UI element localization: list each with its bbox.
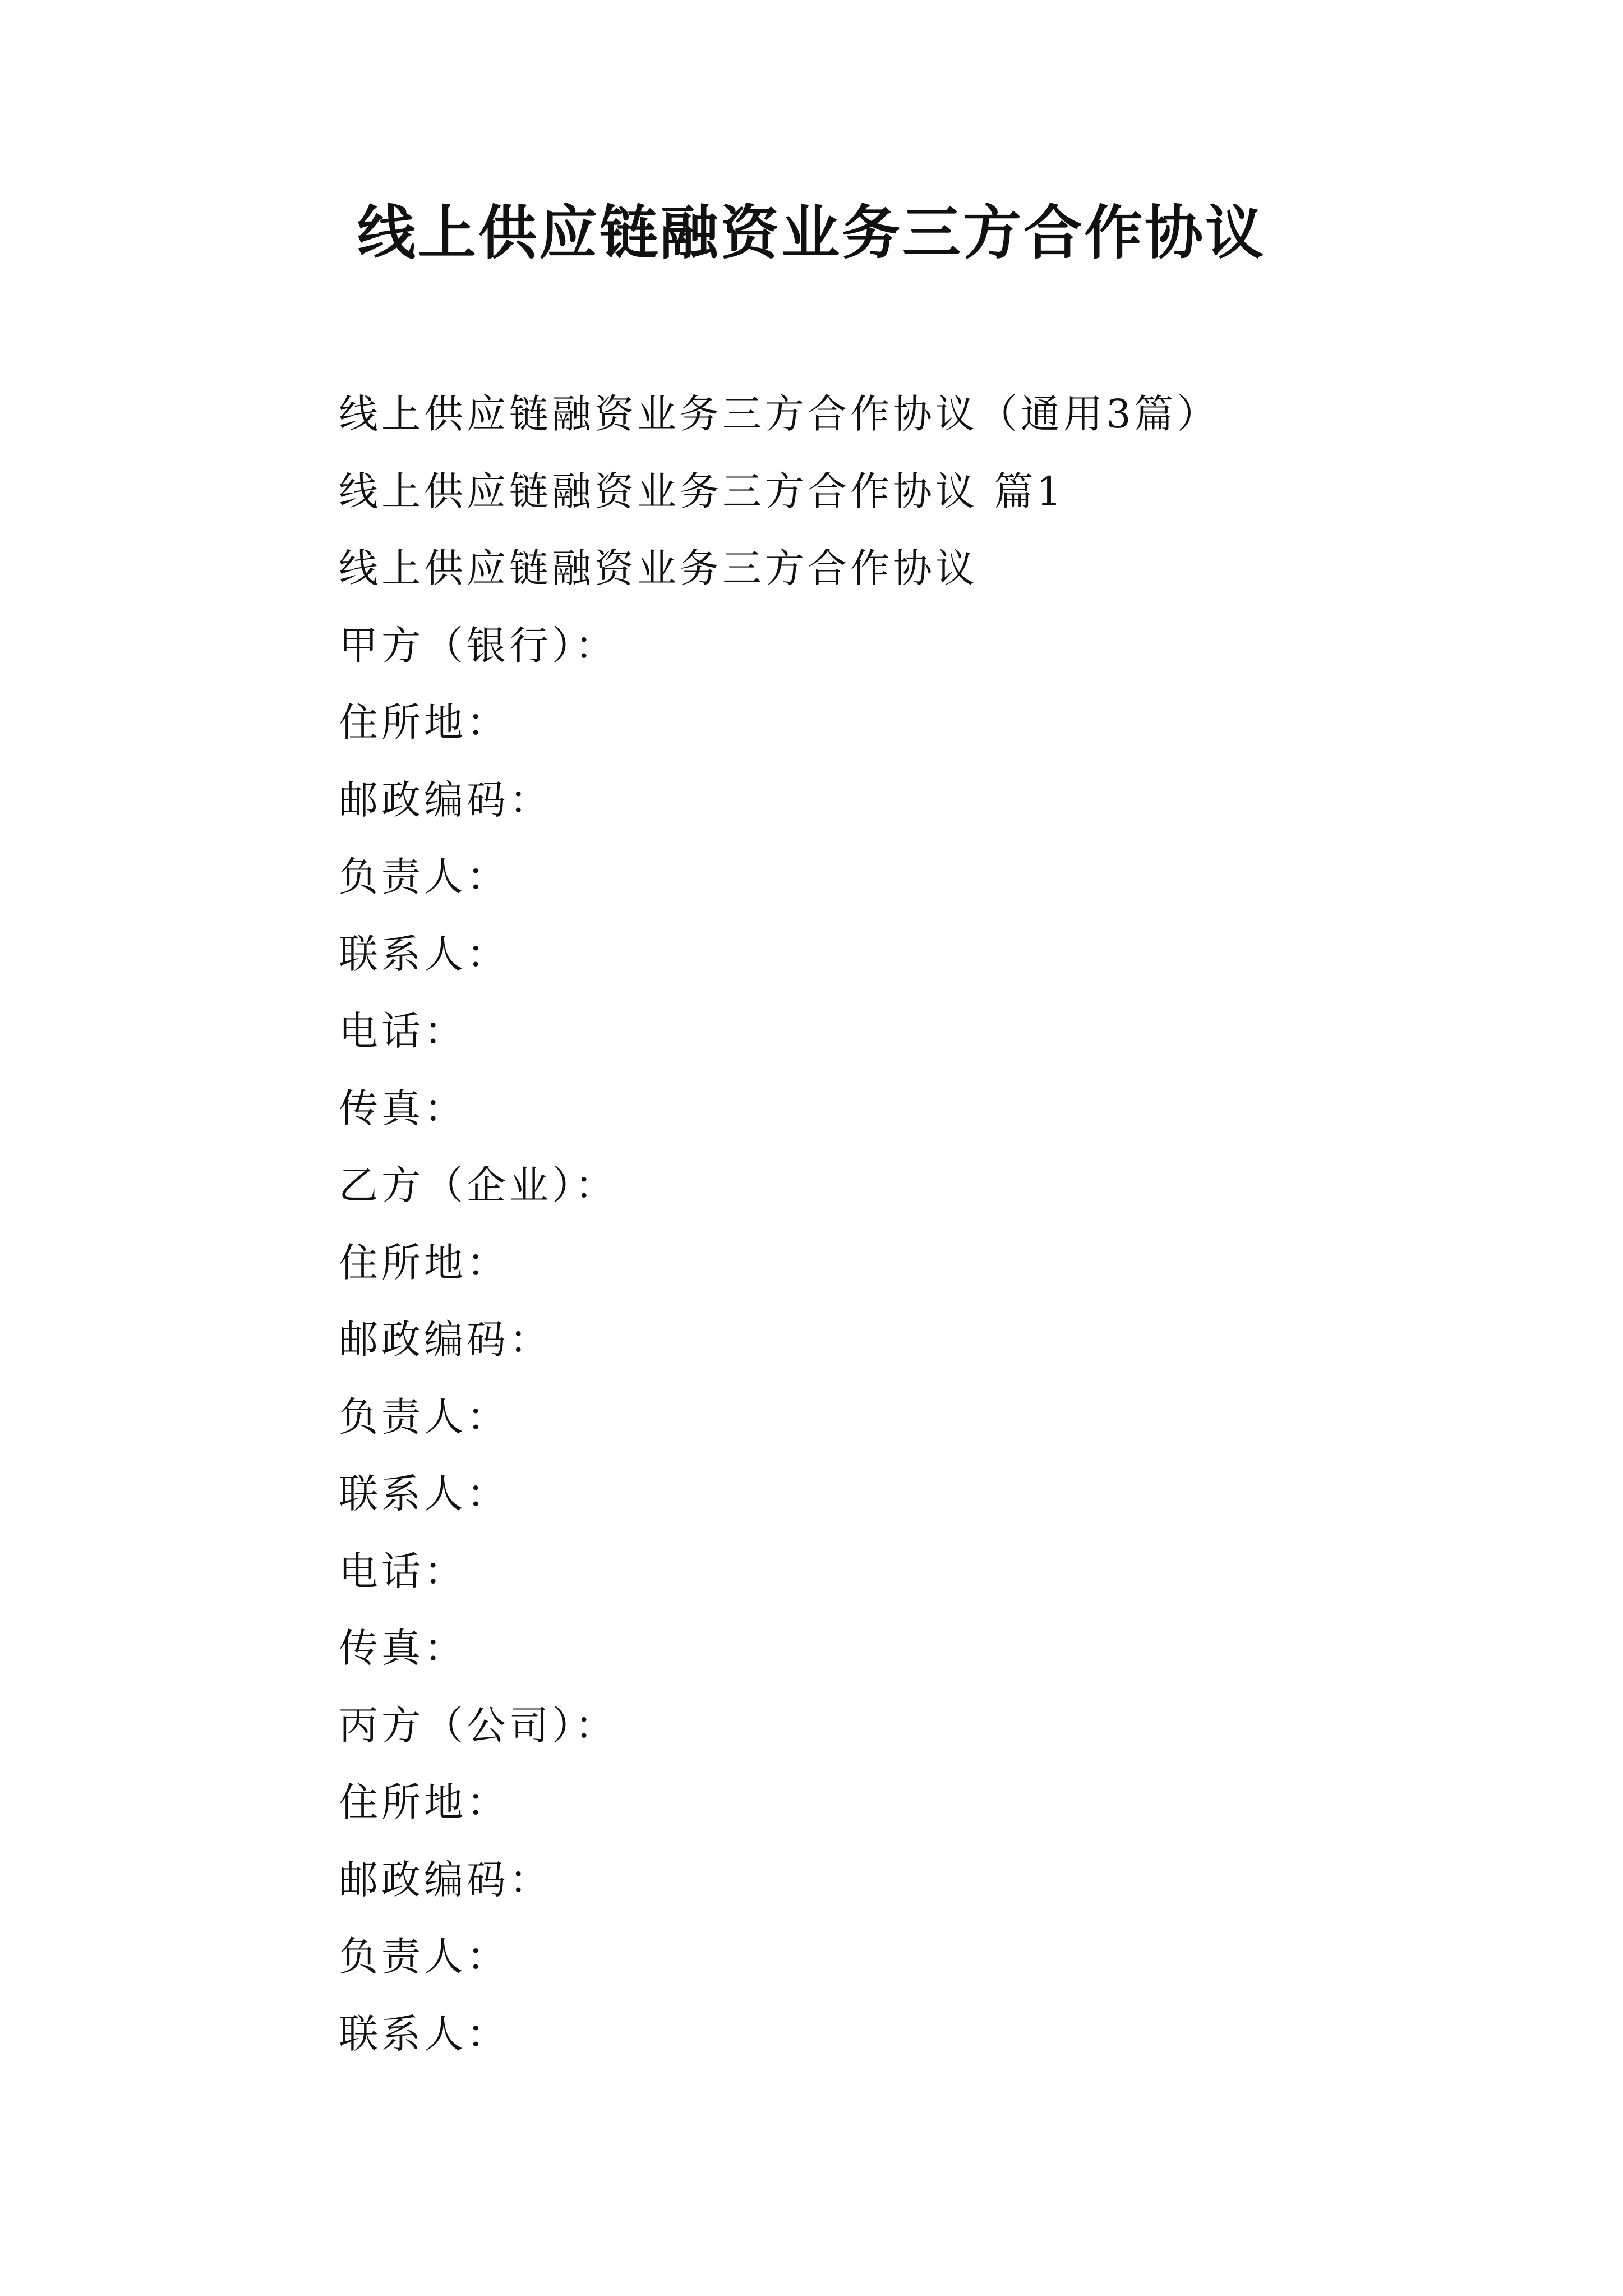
party-b-principal-label: 负责人： <box>339 1393 509 1440</box>
party-b-label: 乙方（企业）： <box>339 1162 617 1208</box>
doc-heading-line: 线上供应链融资业务三方合作协议 <box>339 545 978 591</box>
party-b-phone-label: 电话： <box>339 1548 467 1594</box>
party-a-principal-label: 负责人： <box>339 854 509 900</box>
party-b-fax-label: 传真： <box>339 1625 467 1671</box>
party-a-label: 甲方（银行）： <box>339 622 617 669</box>
party-c-address-label: 住所地： <box>339 1779 509 1825</box>
party-c-principal-label: 负责人： <box>339 1934 509 1980</box>
party-a-contact-label: 联系人： <box>339 931 509 977</box>
doc-heading-line: 线上供应链融资业务三方合作协议（通用3篇） <box>339 391 1220 437</box>
party-c-contact-label: 联系人： <box>339 2010 509 2057</box>
document-body <box>339 376 1516 2073</box>
party-c-label: 丙方（公司）： <box>339 1702 617 1749</box>
party-b-address-label: 住所地： <box>339 1239 509 1286</box>
document-title: 线上供应链融资业务三方合作协议 <box>357 198 1266 267</box>
doc-heading-line: 线上供应链融资业务三方合作协议 篇1 <box>339 468 1065 514</box>
party-b-postcode-label: 邮政编码： <box>339 1317 552 1363</box>
party-b-contact-label: 联系人： <box>339 1471 509 1517</box>
party-a-phone-label: 电话： <box>339 1008 467 1054</box>
party-c-postcode-label: 邮政编码： <box>339 1856 552 1903</box>
party-a-address-label: 住所地： <box>339 700 509 746</box>
party-a-postcode-label: 邮政编码： <box>339 776 552 823</box>
party-a-fax-label: 传真： <box>339 1085 467 1131</box>
